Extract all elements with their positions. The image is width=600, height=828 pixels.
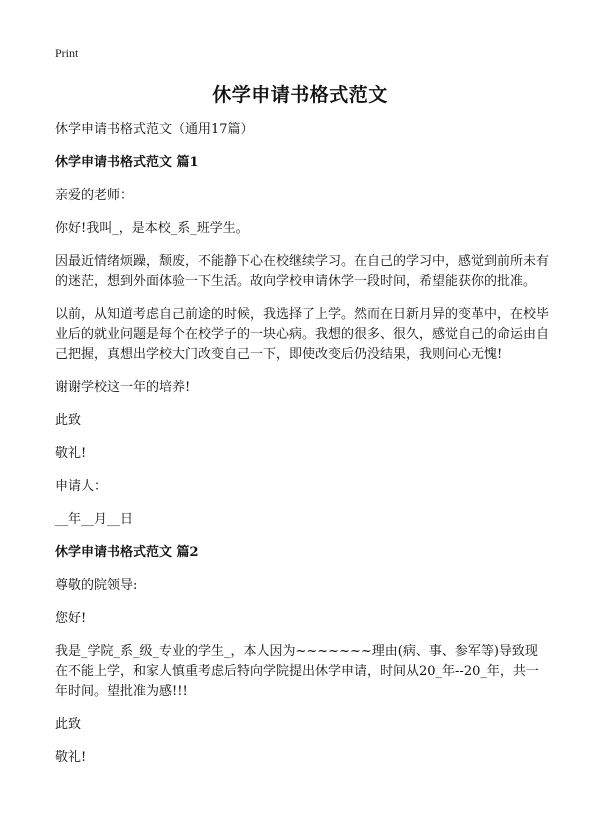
salutation-1: 亲爱的老师：	[55, 188, 134, 203]
document-body	[55, 120, 550, 781]
paragraph-1-1: 因最近情绪烦躁，颓废，不能静下心在校继续学习。在自己的学习中，感觉到前所未有的迷茫，想到外面体验一下生活。故向学校申请休学一段时间，希望能获你的批准。	[55, 254, 550, 289]
greeting-2: 您好!	[55, 611, 87, 626]
paragraph-2-1: 我是_学院_系_级_专业的学生_，本人因为~~~~~~~理由(病、事、参军等)导致现在不能上学，和家人慎重考虑后特向学院提出休学申请，时间从20_年--20_年，共一年时间。望批准为感!!!	[55, 644, 539, 699]
date-line: __年__月__日	[55, 512, 134, 527]
salutation-2: 尊敬的院领导:	[55, 578, 138, 593]
closing-1b: 敬礼!	[55, 446, 87, 461]
document-title: 休学申请书格式范文	[212, 84, 388, 106]
thanks-line: 谢谢学校这一年的培养!	[55, 380, 191, 395]
print-label[interactable]: Print	[55, 46, 79, 60]
section-heading-1: 休学申请书格式范文 篇1	[55, 155, 199, 170]
closing-2a: 此致	[55, 717, 82, 732]
applicant-line: 申请人：	[55, 479, 108, 494]
document-subtitle: 休学申请书格式范文（通用17篇）	[55, 122, 254, 137]
greeting-1: 你好!我叫_，是本校_系_班学生。	[55, 221, 249, 236]
paragraph-1-2: 以前，从知道考虑自己前途的时候，我选择了上学。然而在日新月异的变革中，在校毕业后的就业问题是每个在校学子的一块心病。我想的很多、很久，感觉自己的命运由自己把握，真想出学校大门改变自己一下，即使改变后仍没结果，我则问心无愧!	[55, 307, 550, 362]
closing-1a: 此致	[55, 413, 82, 428]
closing-2b: 敬礼!	[55, 750, 87, 765]
section-heading-2: 休学申请书格式范文 篇2	[55, 545, 199, 560]
